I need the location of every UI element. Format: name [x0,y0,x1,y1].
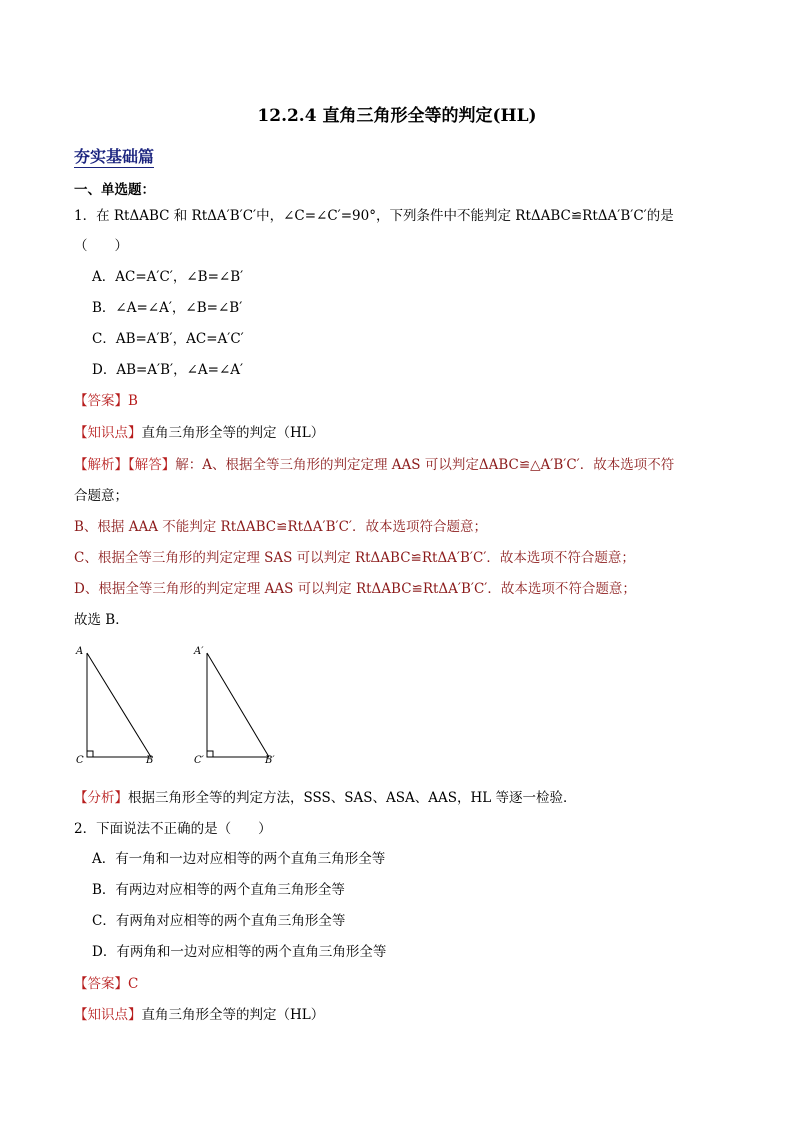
label-b: B [146,755,154,766]
triangle-abc [87,653,151,757]
q1-method [74,789,577,807]
label-c: C [76,755,84,766]
doc-title: 12.2.4 直角三角形全等的判定(HL) [257,106,537,126]
kp-tag: 【知识点】 [74,425,142,441]
label-c-prime: C′ [194,755,204,766]
q1-knowledge-point [74,424,324,442]
q1-analysis-line-4: C、根据全等三角形的判定定理 SAS 可以判定 RtΔABC≌RtΔA′B′C′．故本选项不符合题意； [74,550,635,566]
kp-text: 直角三角形全等的判定（HL） [141,1007,325,1023]
q1-option-d: D．AB=A′B′，∠A=∠A′ [92,362,244,378]
q1-option-c: C．AB=A′B′，AC=A′C′ [92,331,244,347]
q2-option-d: D．有两角和一边对应相等的两个直角三角形全等 [92,944,387,960]
answer-value: C [128,976,139,992]
q1-analysis-line-2: 合题意； [74,488,128,504]
q2-option-a: A．有一角和一边对应相等的两个直角三角形全等 [92,851,386,867]
q2-option-c: C．有两角对应相等的两个直角三角形全等 [92,913,346,929]
q2-knowledge-point [74,1006,324,1024]
q1-paren: （ ） [74,238,128,254]
section-heading: 夯实基础篇 [74,147,155,166]
q2-stem: 2．下面说法不正确的是（ ） [74,821,272,837]
q2-answer [74,975,138,993]
answer-tag: 【答案】 [74,393,128,409]
label-a-prime: A′ [194,646,204,657]
label-a: A [76,646,84,657]
answer-tag: 【答案】 [74,976,128,992]
q1-analysis-line-6: 故选 B． [74,612,129,628]
method-tag: 【分析】 [74,790,128,806]
kp-tag: 【知识点】 [74,1007,142,1023]
q1-answer [74,392,138,410]
q1-analysis-line-3: B、根据 AAA 不能判定 RtΔABC≌RtΔA′B′C′．故本选项符合题意； [74,519,487,535]
analysis-text: 解：A、根据全等三角形的判定定理 AAS 可以判定ΔABC≌△A′B′C′．故本选项不符 [175,457,675,473]
triangle-a-prime [207,653,269,757]
part-heading: 一、单选题： [74,182,155,198]
kp-text: 直角三角形全等的判定（HL） [141,425,325,441]
q1-analysis-line-5: D、根据全等三角形的判定定理 AAS 可以判定 RtΔABC≌RtΔA′B′C′．故本选项不符合题意； [74,581,636,597]
q1-option-a: A．AC=A′C′，∠B=∠B′ [92,269,244,285]
triangles-figure [70,640,290,770]
q1-stem: 1．在 RtΔABC 和 RtΔA′B′C′中，∠C=∠C′=90°，下列条件中不能判定 RtΔABC≌RtΔA′B′C′的是 [74,208,674,224]
answer-value: B [128,393,138,409]
q1-analysis-line-1 [74,456,674,474]
analysis-tag: 【解析】【解答】 [74,457,176,473]
q2-option-b: B．有两边对应相等的两个直角三角形全等 [92,882,345,898]
q1-option-b: B．∠A=∠A′，∠B=∠B′ [92,300,243,316]
label-b-prime: B′ [265,755,275,766]
method-text: 根据三角形全等的判定方法，SSS、SAS、ASA、AAS，HL 等逐一检验． [128,790,577,806]
